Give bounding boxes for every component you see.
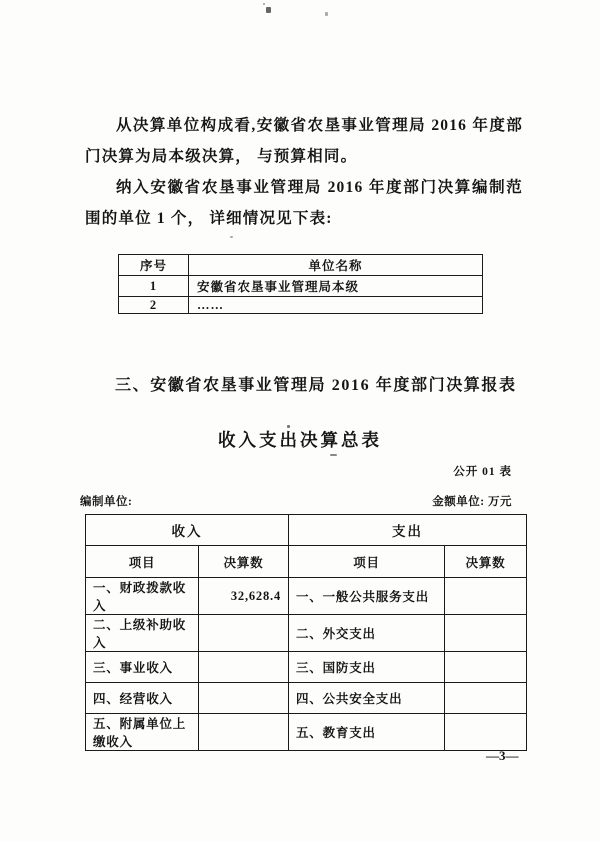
income-amount-header: 决算数: [199, 546, 289, 578]
body-text: [85, 110, 523, 234]
units-table-header-name: 单位名称: [189, 255, 483, 276]
expense-amount: [445, 652, 527, 683]
income-amount: [199, 652, 289, 683]
expense-amount: [445, 714, 527, 751]
group-header-row: [86, 515, 527, 546]
expense-amount: [445, 578, 527, 615]
income-item: 三、事业收入: [86, 652, 199, 683]
expense-item-header: 项目: [289, 546, 445, 578]
income-expense-summary-table: [85, 514, 527, 751]
units-table-header-row: [119, 255, 483, 276]
prepared-by-label: 编制单位:: [80, 496, 133, 508]
expense-amount: [445, 683, 527, 714]
units-table-header-no: 序号: [119, 255, 189, 276]
scan-speck: [266, 7, 271, 13]
column-header-row: [86, 546, 527, 578]
table-row: [86, 714, 527, 751]
public-table-label: 公开 01 表: [453, 466, 512, 478]
expense-item: 二、外交支出: [289, 615, 445, 652]
expense-item: 五、教育支出: [289, 714, 445, 751]
table-row: [86, 578, 527, 615]
table-row: [86, 615, 527, 652]
report-title: 收入支出决算总表: [218, 430, 382, 450]
amount-unit-label: 金额单位: 万元: [432, 496, 512, 508]
expense-item: 三、国防支出: [289, 652, 445, 683]
expense-item: 四、公共安全支出: [289, 683, 445, 714]
expense-item: 一、一般公共服务支出: [289, 578, 445, 615]
paragraph-included-units: 纳入安徽省农垦事业管理局 2016 年度部门决算编制范围的单位 1 个， 详细情况见下表:: [85, 179, 523, 227]
income-amount: [199, 714, 289, 751]
expense-amount: [445, 615, 527, 652]
expense-amount-header: 决算数: [445, 546, 527, 578]
scan-speck: [330, 454, 337, 456]
unit-row-number: 2: [119, 297, 189, 314]
income-amount: [199, 683, 289, 714]
income-item: 二、上级补助收入: [86, 615, 199, 652]
table-meta-row: [80, 493, 512, 509]
scan-speck: [263, 3, 265, 5]
income-group-header: 收入: [86, 515, 289, 546]
income-amount: [199, 615, 289, 652]
income-item: 四、经营收入: [86, 683, 199, 714]
units-table-row: [119, 297, 483, 314]
table-row: [86, 683, 527, 714]
scan-speck: [325, 12, 328, 16]
income-item-header: 项目: [86, 546, 199, 578]
units-table-row: [119, 276, 483, 297]
unit-row-number: 1: [119, 276, 189, 297]
section-heading: 三、安徽省农垦事业管理局 2016 年度部门决算报表: [115, 377, 517, 394]
paragraph-decision-units: 从决算单位构成看,安徽省农垦事业管理局 2016 年度部门决算为局本级决算， 与预算相同。: [85, 117, 523, 165]
table-row: [86, 652, 527, 683]
income-item: 一、财政拨款收入: [86, 578, 199, 615]
income-amount: 32,628.4: [199, 578, 289, 615]
units-list-table: [118, 254, 483, 314]
expense-group-header: 支出: [289, 515, 527, 546]
unit-row-name: 安徽省农垦事业管理局本级: [189, 276, 483, 297]
scan-speck: [230, 236, 233, 238]
page-number: —3—: [486, 748, 519, 763]
income-item: 五、附属单位上缴收入: [86, 714, 199, 751]
unit-row-name: ……: [189, 297, 483, 314]
